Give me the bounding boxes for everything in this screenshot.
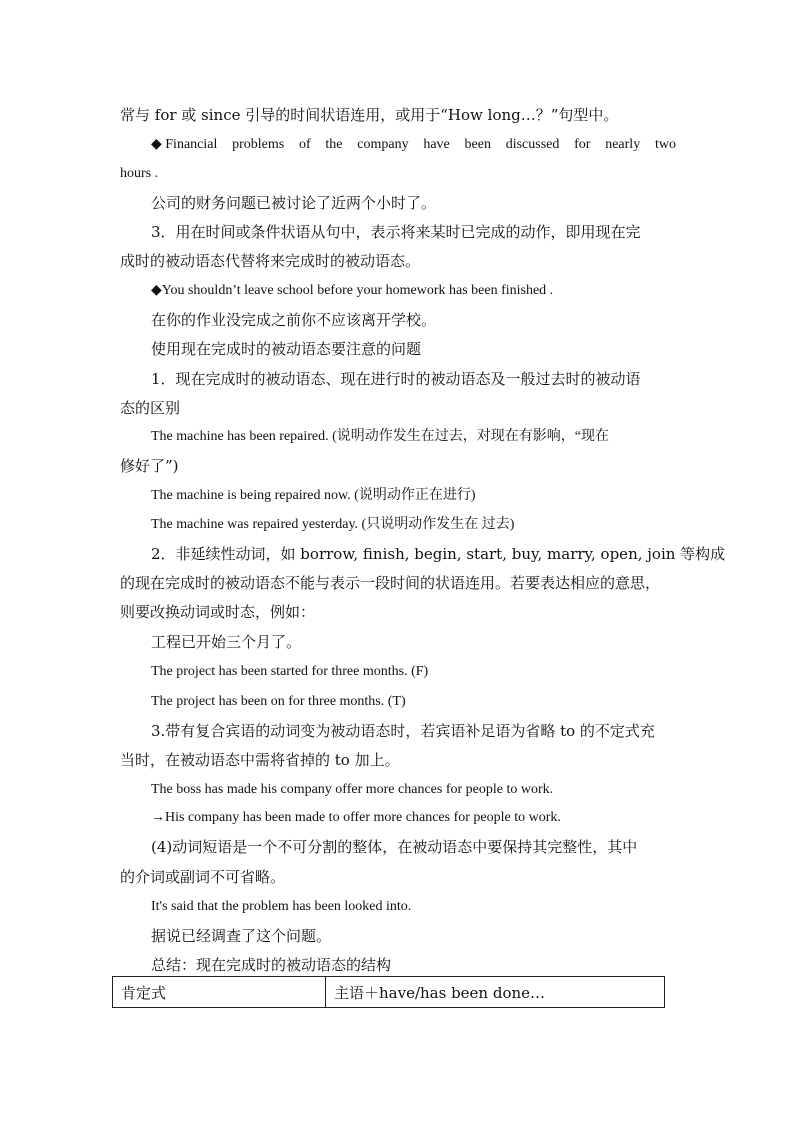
translation-financial-problems: 公司的财务问题已被讨论了近两个小时了。 — [151, 194, 437, 212]
example-boss-passive: →His company has been made to offer more chances for people to work. — [151, 810, 561, 825]
word: two — [654, 137, 676, 152]
example-looked-into: It's said that the problem has been looked into. — [151, 899, 412, 914]
section-heading-notes: 使用现在完成时的被动语态要注意的问题 — [151, 340, 422, 358]
summary-table — [112, 976, 665, 1008]
example-machine-repaired-end: 修好了”) — [120, 457, 179, 475]
example-machine-repaired: The machine has been repaired. (说明动作发生在过去，对现在有影响，“现在 — [151, 429, 610, 444]
note-3-continued: 当时，在被动语态中需将省掉的 to 加上。 — [120, 751, 400, 769]
example-project-chinese: 工程已开始三个月了。 — [151, 633, 302, 651]
summary-heading: 总结：现在完成时的被动语态的结构 — [151, 956, 392, 974]
translation-looked-into: 据说已经调查了这个问题。 — [151, 927, 332, 945]
word: the — [325, 137, 343, 152]
translation-homework: 在你的作业没完成之前你不应该离开学校。 — [151, 311, 437, 329]
word: nearly — [605, 137, 641, 152]
note-2-heading: 2．非延续性动词，如 borrow, finish, begin, start, buy, marry, open, join 等构成 — [151, 545, 726, 563]
table-cell-label: 肯定式 — [113, 977, 326, 1008]
rule-3-continued: 成时的被动语态代替将来完成时的被动语态。 — [120, 252, 421, 270]
word: company — [357, 137, 409, 152]
example-boss-active: The boss has made his company offer more chances for people to work. — [151, 782, 554, 797]
word: have — [423, 137, 450, 152]
note-1-heading: 1．现在完成时的被动语态、现在进行时的被动语态及一般过去时的被动语 — [151, 370, 641, 388]
note-2-continued-2: 则要改换动词或时态，例如： — [120, 603, 316, 621]
table-cell-structure: 主语＋have/has been done… — [326, 977, 665, 1008]
word: problems — [232, 137, 285, 152]
example-financial-problems-end: hours . — [120, 166, 159, 181]
word: been — [464, 137, 491, 152]
example-machine-being-repaired: The machine is being repaired now. (说明动作正在进行) — [151, 488, 476, 503]
example-project-false: The project has been started for three months. (F) — [151, 664, 429, 679]
word: discussed — [505, 137, 560, 152]
example-machine-was-repaired: The machine was repaired yesterday. (只说明动作发生在 过去) — [151, 517, 515, 532]
note-1-continued: 态的区别 — [120, 399, 181, 417]
note-3-heading: 3.带有复合宾语的动词变为被动语态时，若宾语补足语为省略 to 的不定式充 — [151, 722, 655, 740]
example-financial-problems — [151, 135, 676, 155]
word: ◆ Financial — [151, 137, 218, 152]
rule-3-heading: 3．用在时间或条件状语从句中，表示将来某时已完成的动作，即用现在完 — [151, 223, 641, 241]
word: for — [574, 137, 591, 152]
table-row — [113, 977, 665, 1008]
example-project-true: The project has been on for three months. (T) — [151, 694, 406, 709]
example-homework: ◆You shouldn’t leave school before your homework has been finished . — [151, 283, 554, 298]
note-4-continued: 的介词或副词不可省略。 — [120, 868, 286, 886]
text-line-usage-for-since: 常与 for 或 since 引导的时间状语连用，或用于“How long…？”句型中。 — [120, 106, 619, 124]
note-2-continued: 的现在完成时的被动语态不能与表示一段时间的状语连用。若要表达相应的意思， — [120, 574, 661, 592]
word: of — [298, 137, 311, 152]
note-4-heading: (4)动词短语是一个不可分割的整体，在被动语态中要保持其完整性，其中 — [151, 838, 638, 856]
